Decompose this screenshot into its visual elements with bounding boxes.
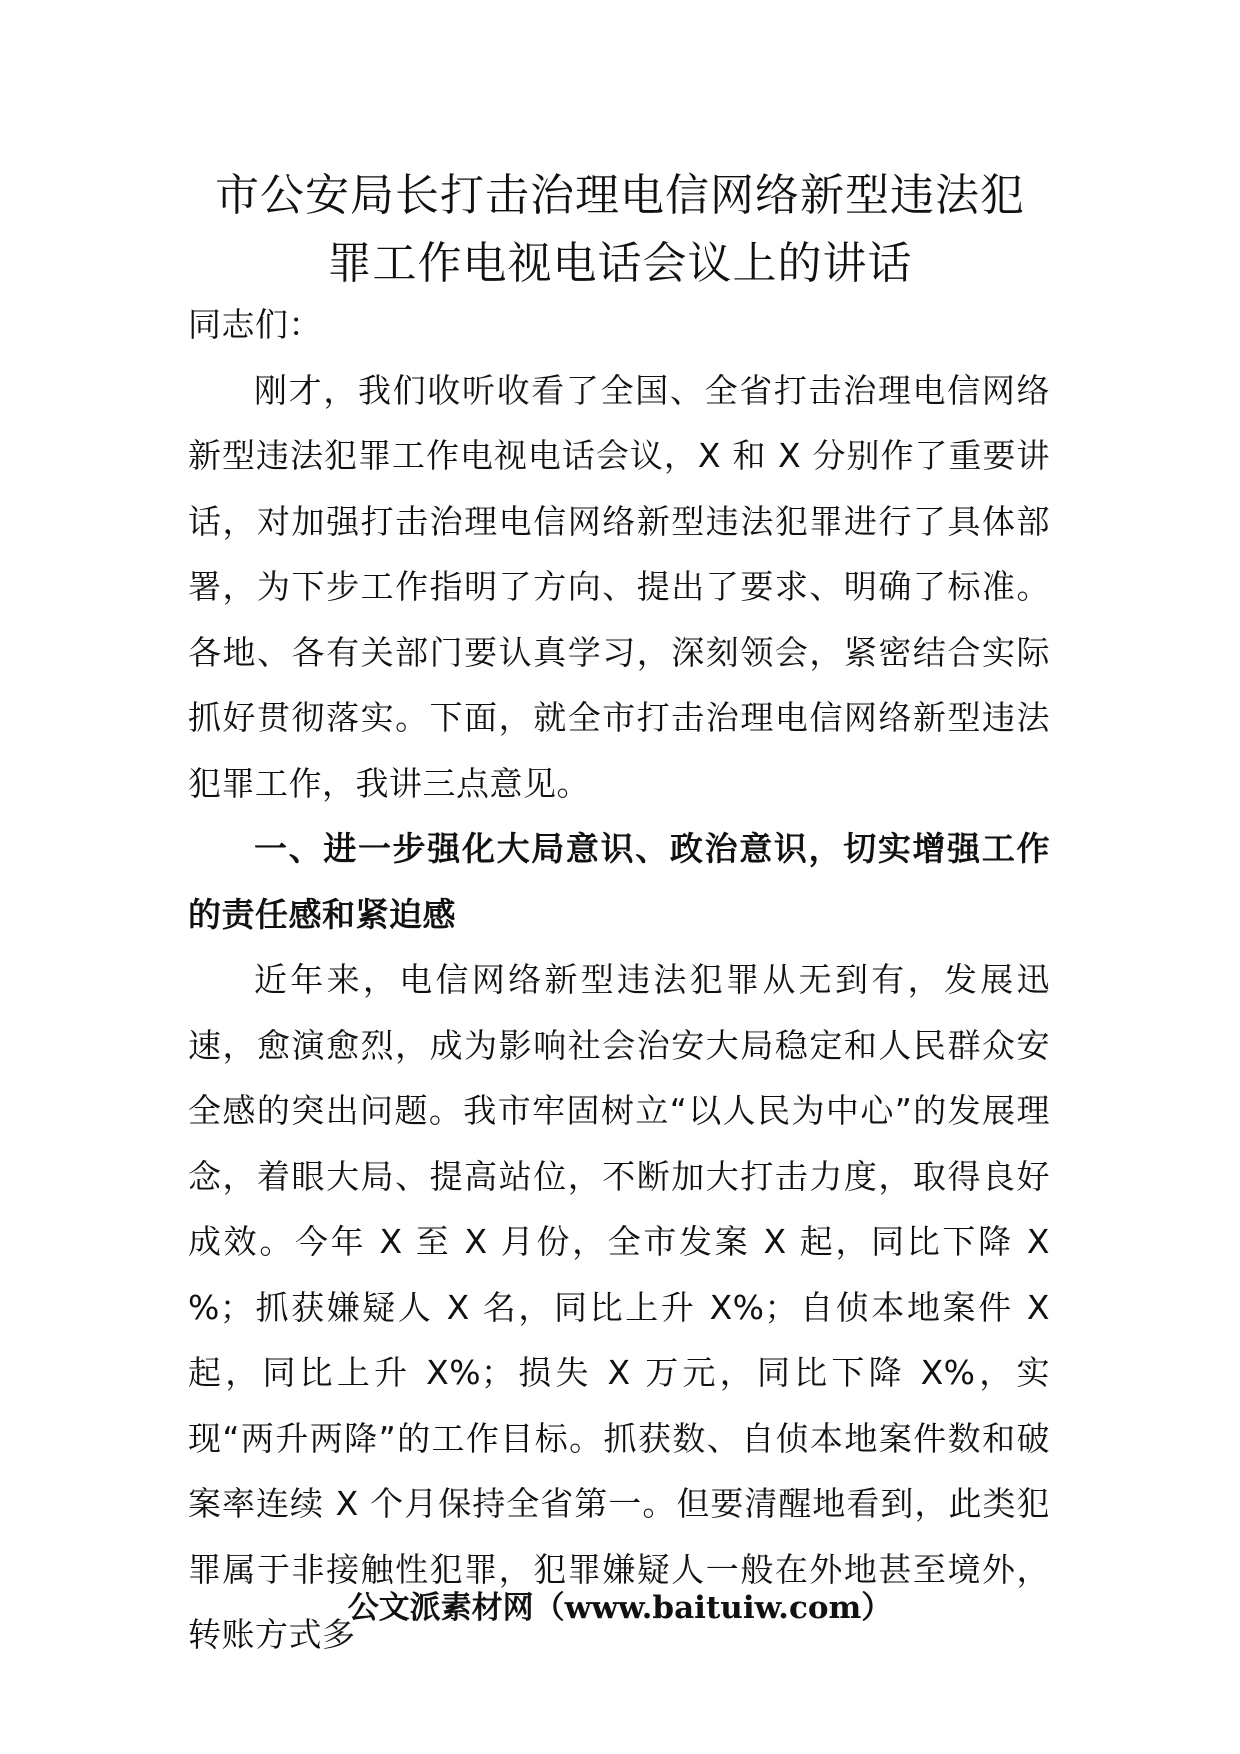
title-line-1: 市公安局长打击治理电信网络新型违法犯 [215,170,1025,221]
title-line-2: 罪工作电视电话会议上的讲话 [327,238,913,289]
document-body [188,292,1050,1668]
source-footer: 公文派素材网（www.baituiw.com） [347,1590,893,1626]
paragraph-intro: 刚才，我们收听收看了全国、全省打击治理电信网络新型违法犯罪工作电视电话会议，X 和 X 分别作了重要讲话，对加强打击治理电信网络新型违法犯罪进行了具体部署，为下步工作指明了方向、提出了要求、明确了标准。各地、各有关部门要认真学习，深刻领会，紧密结合实际抓好贯彻落实。下面，就全市打击治理电信网络新型违法犯罪工作，我讲三点意见。 [188,370,1050,803]
paragraph-section-1: 近年来，电信网络新型违法犯罪从无到有，发展迅速，愈演愈烈，成为影响社会治安大局稳定和人民群众安全感的突出问题。我市牢固树立“以人民为中心”的发展理念，着眼大局、提高站位，不断加大打击力度，取得良好成效。今年 X 至 X 月份，全市发案 X 起，同比下降 X %；抓获嫌疑人 X 名，同比上升 X%；自侦本地案件 X 起，同比上升 X%；损失 X 万元，同比下降 X%，实现“两升两降”的工作目标。抓获数、自侦本地案件数和破案率连续 X 个月保持全省第一。但要清醒地看到，此类犯罪属于非接触性犯罪，犯罪嫌疑人一般在外地甚至境外，转账方式多 [188,960,1050,1654]
section-heading-1: 一、进一步强化大局意识、政治意识，切实增强工作的责任感和紧迫感 [188,829,1050,934]
document-title [170,162,1070,298]
salutation: 同志们： [188,305,322,344]
